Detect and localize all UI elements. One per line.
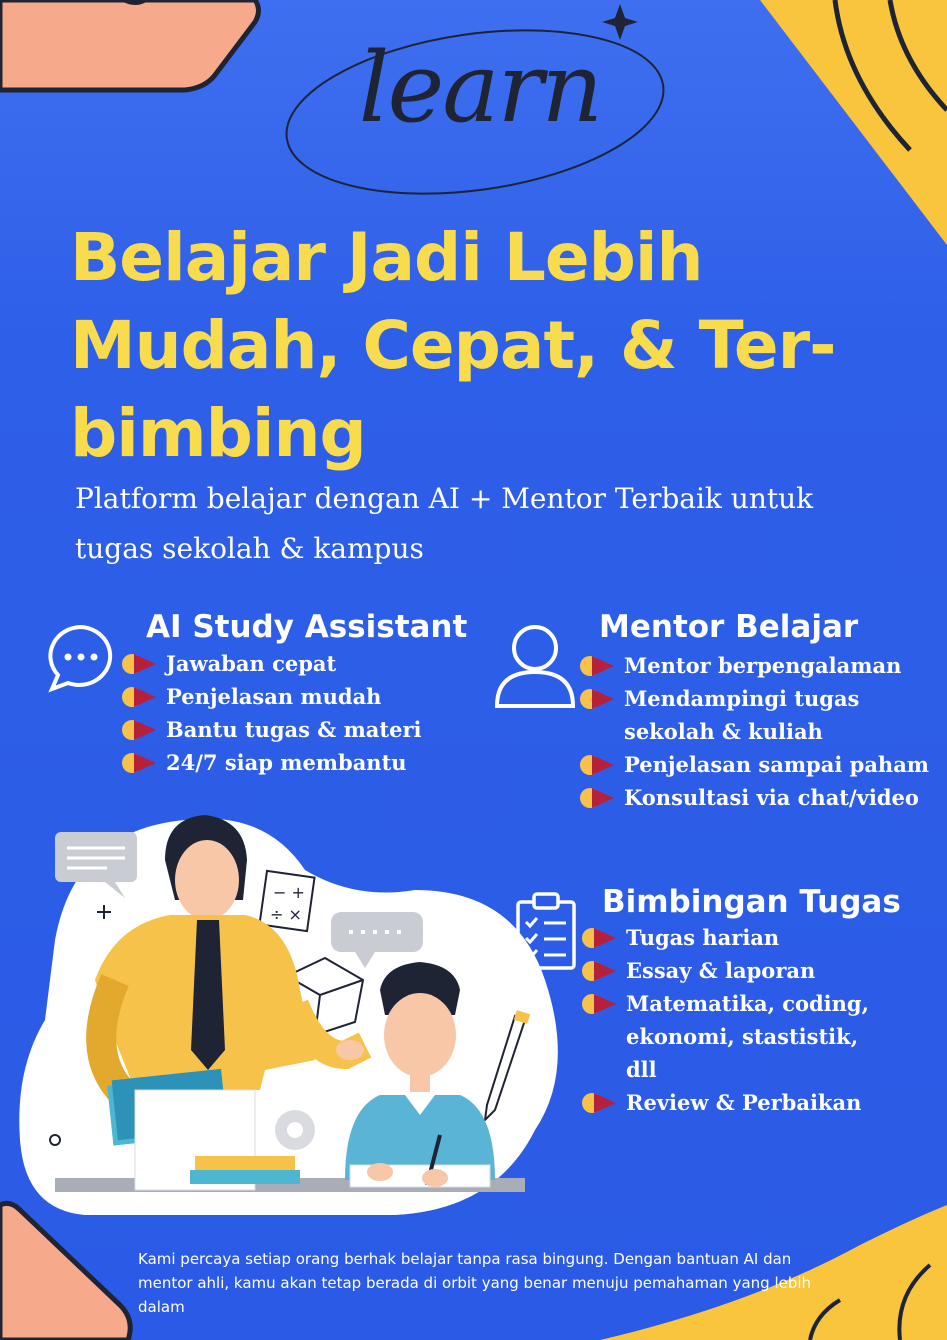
list-item: Penjelasan sampai paham (580, 748, 930, 781)
list-item: Bantu tugas & materi (122, 713, 482, 746)
bullet-arrow-icon (580, 656, 618, 676)
bullet-arrow-icon (580, 788, 618, 808)
tugas-section-title: Bimbingan Tugas (602, 884, 901, 920)
subtitle: Platform belajar dengan AI + Mentor Terbaik untuk tugas sekolah & kampus (75, 482, 814, 565)
headline: Belajar Jadi Lebih Mudah, Cepat, & Ter-bimbing (70, 219, 836, 472)
footer-statement: Kami percaya setiap orang berhak belajar tanpa rasa bingung. Dengan bantuan AI dan mentor ahli, kamu akan tetap berada di orbit yang benar menuju pemahaman yang lebih dalam (138, 1250, 812, 1316)
logo (280, 0, 680, 200)
mentor-feature-list (580, 649, 930, 814)
bullet-arrow-icon (582, 994, 620, 1014)
list-item: 24/7 siap membantu (122, 746, 482, 779)
list-item: Matematika, coding, ekonomi, stastistik, dll (582, 987, 882, 1086)
logo-text: learn (358, 32, 602, 144)
teacher-student-illustration (15, 790, 565, 1220)
bullet-arrow-icon (122, 654, 160, 674)
tugas-feature-list (582, 921, 882, 1119)
list-item: Essay & laporan (582, 954, 882, 987)
top-left-decoration (0, 0, 270, 100)
bullet-arrow-icon (580, 689, 618, 709)
bullet-arrow-icon (122, 753, 160, 773)
list-item: Penjelasan mudah (122, 680, 482, 713)
list-item: Jawaban cepat (122, 647, 482, 680)
bullet-arrow-icon (582, 1093, 620, 1113)
ai-feature-list (122, 647, 482, 779)
svg-text:− +: − + (273, 883, 305, 902)
bullet-arrow-icon (582, 928, 620, 948)
ai-section-title: AI Study Assistant (146, 609, 468, 645)
user-icon (493, 620, 577, 710)
mentor-section-title: Mentor Belajar (599, 609, 859, 645)
list-item: Konsultasi via chat/video (580, 781, 930, 814)
bullet-arrow-icon (122, 687, 160, 707)
bullet-arrow-icon (582, 961, 620, 981)
list-item: Tugas harian (582, 921, 882, 954)
list-item: Mentor berpengalaman (580, 649, 930, 682)
chat-bubble-icon (46, 623, 116, 693)
top-right-decoration (740, 0, 947, 250)
list-item: Review & Perbaikan (582, 1086, 882, 1119)
bullet-arrow-icon (122, 720, 160, 740)
bullet-arrow-icon (580, 755, 618, 775)
svg-text:÷ ×: ÷ × (270, 905, 302, 924)
list-item: Mendampingi tugas sekolah & kuliah (580, 682, 930, 748)
